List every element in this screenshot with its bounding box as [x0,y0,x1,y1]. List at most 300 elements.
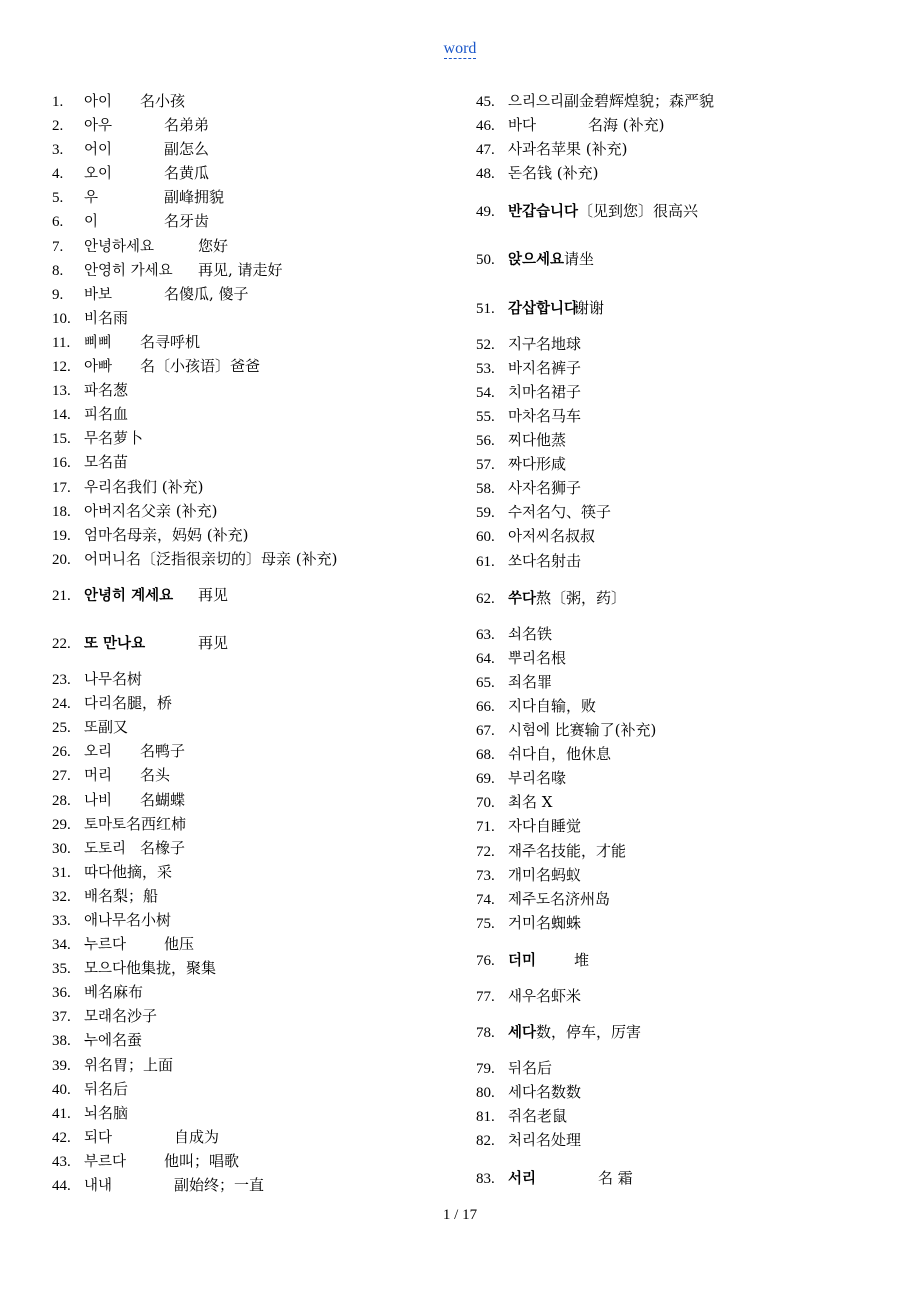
vocab-entry [476,404,896,428]
chinese-meaning: 再见, 请走好 [198,260,283,279]
vocab-entry [476,524,896,548]
korean-word: 쥐 [508,1109,523,1126]
entry-number: 82. [476,1133,495,1150]
korean-word: 또 [84,720,99,737]
entry-number: 30. [52,840,71,857]
korean-word: 짜다 [508,457,537,474]
chinese-meaning: 名虾米 [536,987,582,1005]
header-link[interactable]: word [443,40,477,57]
entry-number: 22. [52,635,71,652]
entry-number: 1. [52,94,64,110]
korean-word: 오리 [84,744,113,761]
vocab-entry [52,932,452,956]
vocab-entry [476,199,896,223]
chinese-meaning: 名钱 (补充) [522,164,599,183]
chinese-meaning: 副始终；一直 [174,1176,265,1195]
chinese-meaning: 名牙齿 [164,212,210,231]
entry-number: 75. [476,915,495,932]
chinese-meaning: 名老鼠 [522,1107,568,1126]
vocab-entry [476,863,896,887]
korean-word: 어머니 [84,551,127,568]
chinese-meaning: 名麻布 [98,983,144,1002]
entry-number: 20. [52,551,71,568]
vocab-entry [52,1149,452,1173]
vocab-entry [52,402,452,426]
chinese-meaning: 名雨 [98,308,129,327]
entry-number: 26. [52,744,71,761]
entry-number: 14. [52,407,71,424]
chinese-meaning: 名蜘蛛 [536,913,582,932]
vocab-entry [52,282,452,306]
korean-word: 삐삐 [84,334,113,351]
entry-number: 46. [476,118,495,135]
korean-word: 지다 [508,698,537,715]
entry-number: 9. [52,286,64,303]
chinese-meaning: 名后 [98,1079,129,1098]
chinese-meaning: 副怎么 [164,140,210,159]
korean-word: 안녕히 계세요 [84,587,174,604]
entry-number: 52. [476,336,495,353]
vocab-entry [52,715,452,739]
entry-number: 16. [52,455,71,472]
vocab-entry [476,1020,896,1044]
chinese-meaning: 他叫；唱歌 [164,1151,240,1170]
korean-word: 처리 [508,1133,537,1150]
chinese-meaning: 名数数 [536,1083,582,1102]
korean-word: 아버지 [84,503,127,520]
korean-word: 나무 [84,672,113,689]
vocab-entry [476,1080,896,1104]
entry-number: 68. [476,747,495,764]
korean-word: 엄마 [84,527,113,544]
entry-number: 72. [476,843,495,860]
chinese-meaning: 名我们 (补充) [112,477,204,496]
vocab-column-right [476,89,896,1190]
entry-number: 73. [476,867,495,884]
entry-number: 19. [52,527,71,544]
chinese-meaning: 名弟弟 [164,116,210,135]
entry-number: 34. [52,937,71,954]
vocab-entry [476,984,896,1008]
vocab-entry [52,354,452,378]
entry-number: 3. [52,142,64,159]
chinese-meaning: 您好 [198,236,229,255]
entry-number: 39. [52,1057,71,1074]
chinese-meaning: 数，停车，厉害 [536,1023,642,1042]
entry-number: 15. [52,431,71,448]
vocab-column-left [52,89,452,1197]
chinese-meaning: 名蚂蚁 [536,865,582,884]
korean-word: 따다 [84,864,113,881]
entry-number: 66. [476,698,495,715]
korean-word: 위 [84,1057,99,1074]
entry-number: 37. [52,1009,71,1026]
chinese-meaning: 再见 [198,585,229,604]
vocab-entry [52,1077,452,1101]
entry-number: 32. [52,888,71,905]
entry-number: 77. [476,989,495,1005]
vocab-entry [52,739,452,763]
korean-word: 서리 [508,1170,537,1187]
vocab-entry [476,113,896,137]
entry-number: 48. [476,166,495,183]
korean-word: 앉으세요 [508,252,565,269]
entry-number: 24. [52,696,71,713]
entry-number: 29. [52,816,71,833]
vocab-entry [476,742,896,766]
entry-number: 21. [52,587,71,604]
vocab-entry [476,586,896,610]
korean-word: 찌다 [508,433,537,450]
chinese-meaning: 名头 [140,766,171,785]
chinese-meaning: 名蝴蝶 [140,790,186,809]
korean-word: 도토리 [84,840,127,857]
korean-word: 우 [84,190,99,207]
korean-word: 안영히 가세요 [84,262,173,279]
vocab-entry [476,948,896,972]
entry-number: 53. [476,360,495,377]
entry-number: 5. [52,190,64,207]
entry-number: 27. [52,768,71,785]
entry-number: 49. [476,204,495,221]
vocab-entry [52,523,452,547]
chinese-meaning: 名橡子 [140,838,186,857]
vocab-entry [52,1028,452,1052]
korean-word: 세다 [508,1025,537,1042]
page-header [0,40,920,58]
entry-number: 33. [52,913,71,929]
chinese-meaning: 名后 [522,1059,553,1078]
korean-word: 세다 [508,1085,537,1102]
korean-word: 뒤 [508,1061,523,1078]
entry-number: 74. [476,891,495,908]
chinese-meaning: 再见 [198,633,229,652]
entry-number: 62. [476,590,495,607]
korean-word: 치마 [508,384,537,401]
korean-word: 모래 [84,1009,113,1026]
vocab-entry [52,1004,452,1028]
vocab-entry [476,476,896,500]
entry-number: 12. [52,359,71,376]
entry-number: 6. [52,214,64,231]
entry-number: 63. [476,626,495,643]
korean-word: 파 [84,383,99,400]
entry-number: 83. [476,1170,495,1187]
korean-word: 또 만나요 [84,635,146,652]
vocab-entry [476,1104,896,1128]
entry-number: 31. [52,864,71,881]
entry-number: 81. [476,1109,495,1126]
korean-word: 더미 [508,952,537,969]
entry-number: 79. [476,1061,495,1078]
chinese-meaning: 名裙子 [536,382,582,401]
chinese-meaning: 名罪 [522,672,553,691]
vocab-entry [476,1128,896,1152]
vocab-entry [476,694,896,718]
chinese-meaning: 比赛输了(补充) [554,721,657,740]
korean-word: 내내 [84,1178,113,1195]
vocab-entry [52,499,452,523]
korean-word: 어이 [84,142,113,159]
chinese-meaning: 自输，败 [536,696,597,715]
entry-number: 28. [52,792,71,809]
entry-number: 43. [52,1153,71,1170]
vocab-entry [476,718,896,742]
vocab-entry [476,137,896,161]
korean-word: 부르다 [84,1153,127,1170]
vocab-entry [476,380,896,404]
chinese-meaning: 名傻瓜, 傻子 [164,284,249,303]
entry-number: 71. [476,819,495,836]
korean-word: 아우 [84,118,113,135]
chinese-meaning: 名沙子 [112,1007,158,1026]
korean-word: 뿌리 [508,650,537,667]
chinese-meaning: 名西红柿 [126,814,187,833]
chinese-meaning: 名勺、筷子 [536,503,612,522]
korean-word: 뇌 [84,1105,99,1122]
vocab-entry [476,646,896,670]
entry-number: 56. [476,433,495,450]
vocab-entry [52,812,452,836]
chinese-meaning: 他压 [164,935,195,954]
korean-word: 피 [84,407,99,424]
vocab-entry [52,836,452,860]
vocab-entry [52,306,452,330]
korean-word: 나비 [84,792,113,809]
entry-number: 78. [476,1025,495,1042]
entry-number: 45. [476,94,495,110]
entry-number: 80. [476,1085,495,1102]
chinese-meaning: 名黄瓜 [164,164,210,183]
chinese-meaning: 谢谢 [574,298,605,317]
vocab-entry [476,296,896,320]
entry-number: 2. [52,118,64,135]
korean-word: 안녕하세요 [84,238,155,255]
korean-word: 모 [84,455,99,472]
korean-word: 바보 [84,286,113,303]
vocab-entry [52,667,452,691]
vocab-entry [476,670,896,694]
chinese-meaning: 名寻呼机 [140,332,201,351]
vocab-entry [52,788,452,812]
vocab-entry [52,1125,452,1149]
vocab-entry [476,161,896,185]
vocab-entry [476,911,896,935]
chinese-meaning: 他蒸 [536,431,567,450]
korean-word: 사자 [508,481,537,498]
korean-word: 반갑습니다 [508,204,579,221]
entry-number: 18. [52,503,71,520]
entry-number: 41. [52,1105,71,1122]
chinese-meaning: 名根 [536,648,567,667]
chinese-meaning: 自睡觉 [536,817,582,836]
korean-word: 바다 [508,118,537,135]
entry-number: 36. [52,985,71,1002]
entry-number: 23. [52,672,71,689]
vocab-entry [52,763,452,787]
entry-number: 25. [52,720,71,737]
korean-word: 되다 [84,1129,113,1146]
korean-word: 자다 [508,819,537,836]
page-number: 1 / 17 [442,1207,478,1223]
korean-word: 베 [84,985,99,1002]
entry-number: 42. [52,1129,71,1146]
chinese-meaning: 名脑 [98,1103,129,1122]
chinese-meaning: 〔见到您〕很高兴 [578,202,699,221]
chinese-meaning: 名血 [98,405,129,424]
chinese-meaning: 名 霜 [598,1168,633,1187]
chinese-meaning: 熬〔粥，药〕 [536,588,627,607]
vocab-entry [52,884,452,908]
chinese-meaning: 请坐 [564,250,595,269]
vocab-entry [476,500,896,524]
chinese-meaning: 名射击 [536,551,582,570]
korean-word: 최 [508,795,523,812]
korean-word: 이 [84,214,99,231]
chinese-meaning: 名济州岛 [550,889,611,908]
chinese-meaning: 名 X [522,793,553,812]
vocab-entry [52,583,452,607]
entry-number: 17. [52,479,71,496]
entry-number: 11. [52,334,71,351]
vocab-entry [52,631,452,655]
vocab-entry [52,1173,452,1197]
vocab-entry [476,622,896,646]
chinese-meaning: 副金碧辉煌貌；森严貌 [564,92,715,110]
korean-word: 재주 [508,843,537,860]
chinese-meaning: 名萝卜 [98,429,144,448]
vocab-entry [52,378,452,402]
korean-word: 사과 [508,142,537,159]
vocab-entry [476,332,896,356]
chinese-meaning: 名叔叔 [550,527,596,546]
chinese-meaning: 名树 [112,670,143,689]
entry-number: 35. [52,961,71,978]
chinese-meaning: 名裤子 [536,358,582,377]
vocab-entry [52,161,452,185]
chinese-meaning: 名地球 [536,334,582,353]
chinese-meaning: 副峰拥貌 [164,188,225,207]
vocab-entry [52,113,452,137]
entry-number: 67. [476,723,495,740]
entry-number: 57. [476,457,495,474]
chinese-meaning: 名技能，才能 [536,841,627,860]
vocab-entry [476,766,896,790]
vocab-entry [52,185,452,209]
entry-number: 44. [52,1178,71,1195]
entry-number: 65. [476,674,495,691]
chinese-meaning: 他摘，采 [112,862,173,881]
vocab-entry [476,790,896,814]
chinese-meaning: 名梨；船 [98,886,159,905]
vocab-entry [476,452,896,476]
korean-word: 쇠 [508,626,523,643]
chinese-meaning: 名葱 [98,381,129,400]
korean-word: 지구 [508,336,537,353]
chinese-meaning: 名小树 [126,911,172,929]
entry-number: 7. [52,238,64,255]
korean-word: 애나무 [84,913,127,929]
korean-word: 거미 [508,915,537,932]
korean-word: 부리 [508,771,537,788]
entry-number: 58. [476,481,495,498]
korean-word: 누르다 [84,937,127,954]
entry-number: 69. [476,771,495,788]
korean-word: 제주도 [508,891,551,908]
korean-word: 새우 [508,989,537,1005]
entry-number: 59. [476,505,495,522]
korean-word: 비 [84,310,99,327]
vocab-entry [476,1166,896,1190]
entry-number: 54. [476,384,495,401]
entry-number: 47. [476,142,495,159]
korean-word: 무 [84,431,99,448]
korean-word: 쉬다 [508,747,537,764]
korean-word: 개미 [508,867,537,884]
entry-number: 50. [476,252,495,269]
korean-word: 오이 [84,166,113,183]
chinese-meaning: 自，他休息 [536,745,612,764]
vocab-entry [476,887,896,911]
korean-word: 수저 [508,505,537,522]
entry-number: 8. [52,262,64,279]
vocab-entry [52,1053,452,1077]
vocab-entry [52,137,452,161]
korean-word: 돈 [508,166,523,183]
entry-number: 40. [52,1081,71,1098]
korean-word: 다리 [84,696,113,713]
vocab-entry [476,356,896,380]
vocab-entry [476,428,896,452]
vocab-entry [52,330,452,354]
korean-word: 뒤 [84,1081,99,1098]
vocab-entry [476,839,896,863]
chinese-meaning: 名腿，桥 [112,694,173,713]
korean-word: 누에 [84,1033,113,1050]
korean-word: 모으다 [84,961,127,978]
korean-word: 쏘다 [508,553,537,570]
chinese-meaning: 名母亲，妈妈 (补充) [112,525,249,544]
chinese-meaning: 名鸭子 [140,742,186,761]
chinese-meaning: 名蚕 [112,1031,143,1050]
chinese-meaning: 形咸 [536,455,567,474]
korean-word: 머리 [84,768,113,785]
vocab-entry [476,814,896,838]
chinese-meaning: 名〔小孩语〕爸爸 [140,357,261,376]
chinese-meaning: 名铁 [522,624,553,643]
vocab-entry [52,691,452,715]
chinese-meaning: 他集拢，聚集 [126,959,217,978]
vocab-entry [476,247,896,271]
vocab-entry [52,908,452,932]
korean-word: 으리으리 [508,94,565,110]
chinese-meaning: 名喙 [536,769,567,788]
vocab-entry [52,956,452,980]
korean-word: 시험에 [508,723,555,740]
chinese-meaning: 名马车 [536,406,582,425]
vocab-entry [52,1101,452,1125]
entry-number: 76. [476,952,495,969]
entry-number: 4. [52,166,64,183]
korean-word: 감삽합니다 [508,300,579,317]
korean-word: 쑤다 [508,590,537,607]
chinese-meaning: 名父亲 (补充) [126,501,218,520]
vocab-entry [52,234,452,258]
entry-number: 60. [476,529,495,546]
entry-number: 61. [476,553,495,570]
chinese-meaning: 名小孩 [140,92,186,110]
vocab-entry [52,860,452,884]
